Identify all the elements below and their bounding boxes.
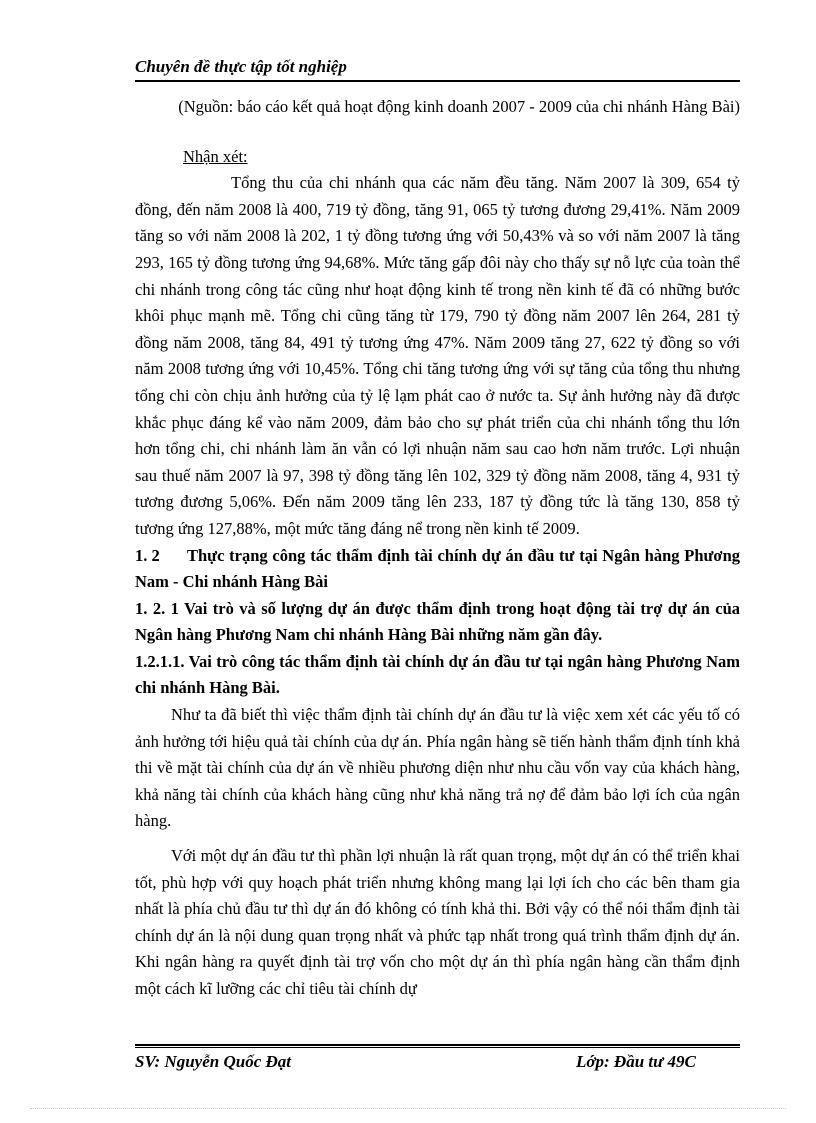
footer-rule-thin: [135, 1047, 740, 1048]
section-heading-1-2: [135, 543, 740, 596]
section-heading-1-2-1: 1. 2. 1 Vai trò và số lượng dự án được thẩm định trong hoạt động tài trợ dự án của Ngân hàng Phương Nam chi nhánh Hàng Bài những năm gần đây.: [135, 598, 740, 645]
page-header-title: Chuyên đề thực tập tốt nghiệp: [135, 57, 347, 76]
paragraph-appraisal-role: Như ta đã biết thì việc thẩm định tài chính dự án đầu tư là việc xem xét các yếu tố có ảnh hưởng tới hiệu quả tài chính của dự án. Phía ngân hàng sẽ tiến hành thẩm định tính khả thi về mặt tài chính của dự án về nhiều phương diện như nhu cầu vốn vay của khách hàng, khả năng tài chính của khách hàng cũng như khả năng trả nợ để đảm bảo lợi ích của ngân hàng.: [135, 705, 740, 831]
page-bottom-dotted-line: [30, 1108, 786, 1109]
footer-student-name: SV: Nguyễn Quốc Đạt: [135, 1052, 291, 1071]
remark-label: Nhận xét:: [183, 146, 248, 166]
source-note: (Nguồn: báo cáo kết quả hoạt động kinh doanh 2007 - 2009 của chi nhánh Hàng Bài): [178, 97, 740, 116]
section-heading-1-2-1-1: 1.2.1.1. Vai trò công tác thẩm định tài chính dự án đầu tư tại ngân hàng Phương Nam chi nhánh Hàng Bài.: [135, 651, 740, 698]
section-number: 1. 2: [135, 545, 160, 565]
paragraph-profit-importance: Với một dự án đầu tư thì phần lợi nhuận là rất quan trọng, một dự án có thể triển khai tốt, phù hợp với quy hoạch phát triển nhưng không mang lại lợi ích cho các bên tham gia nhất là phía chủ đầu tư thì dự án đó không có tính khả thi. Bởi vậy có thể nói thẩm định tài chính dự án là nội dung quan trọng nhất và phức tạp nhất trong quá trình thẩm định dự án. Khi ngân hàng ra quyết định tài trợ vốn cho một dự án thì phía ngân hàng cần thẩm định một cách kĩ lưỡng các chỉ tiêu tài chính dự: [135, 846, 740, 998]
header-rule: [135, 80, 740, 82]
document-body: [135, 94, 740, 1003]
section-heading-text: Thực trạng công tác thẩm định tài chính dự án đầu tư tại Ngân hàng Phương Nam - Chi nhánh Hàng Bài: [135, 545, 740, 592]
footer-class-name: Lớp: Đầu tư 49C: [576, 1052, 696, 1071]
paragraph-revenue-analysis: Tổng thu của chi nhánh qua các năm đều tăng. Năm 2007 là 309, 654 tỷ đồng, đến năm 2008 là 400, 719 tỷ đồng, tăng 91, 065 tỷ tương đương 29,41%. Năm 2009 tăng so với năm 2008 là 202, 1 tỷ đồng tương ứng với 50,43% và so với năm 2007 là tăng 293, 165 tỷ đồng tương ứng 94,68%. Mức tăng gấp đôi này cho thấy sự nỗ lực của toàn thể chi nhánh trong công tác cũng như hoạt động kinh tế trong nền kinh tế đã có những bước khôi phục mạnh mẽ. Tổng chi cũng tăng từ 179, 790 tỷ đồng năm 2007 lên 264, 281 tỷ đồng năm 2008, tăng 84, 491 tỷ tương ứng 47%. Năm 2009 tăng 27, 622 tỷ đồng so với năm 2008 tương ứng với 10,45%. Tổng chi tăng tương ứng với sự tăng của tổng thu nhưng tổng chi còn chịu ảnh hưởng của tỷ lệ lạm phát cao ở nước ta. Sự ảnh hưởng này đã được khắc phục đáng kể vào năm 2009, đảm bảo cho sự phát triển của chi nhánh tổng thu lớn hơn tổng chi, chi nhánh làm ăn vẫn có lợi nhuận năm sau cao hơn năm trước. Lợi nhuận sau thuế năm 2007 là 97, 398 tỷ đồng tăng lên 102, 329 tỷ đồng năm 2008, tăng 4, 931 tỷ tương đương 5,06%. Đến năm 2009 tăng lên 233, 187 tỷ đồng tức là tăng 130, 858 tỷ tương ứng 127,88%, một mức tăng đáng nể trong nền kinh tế 2009.: [135, 173, 740, 538]
footer-rule: [135, 1044, 740, 1046]
